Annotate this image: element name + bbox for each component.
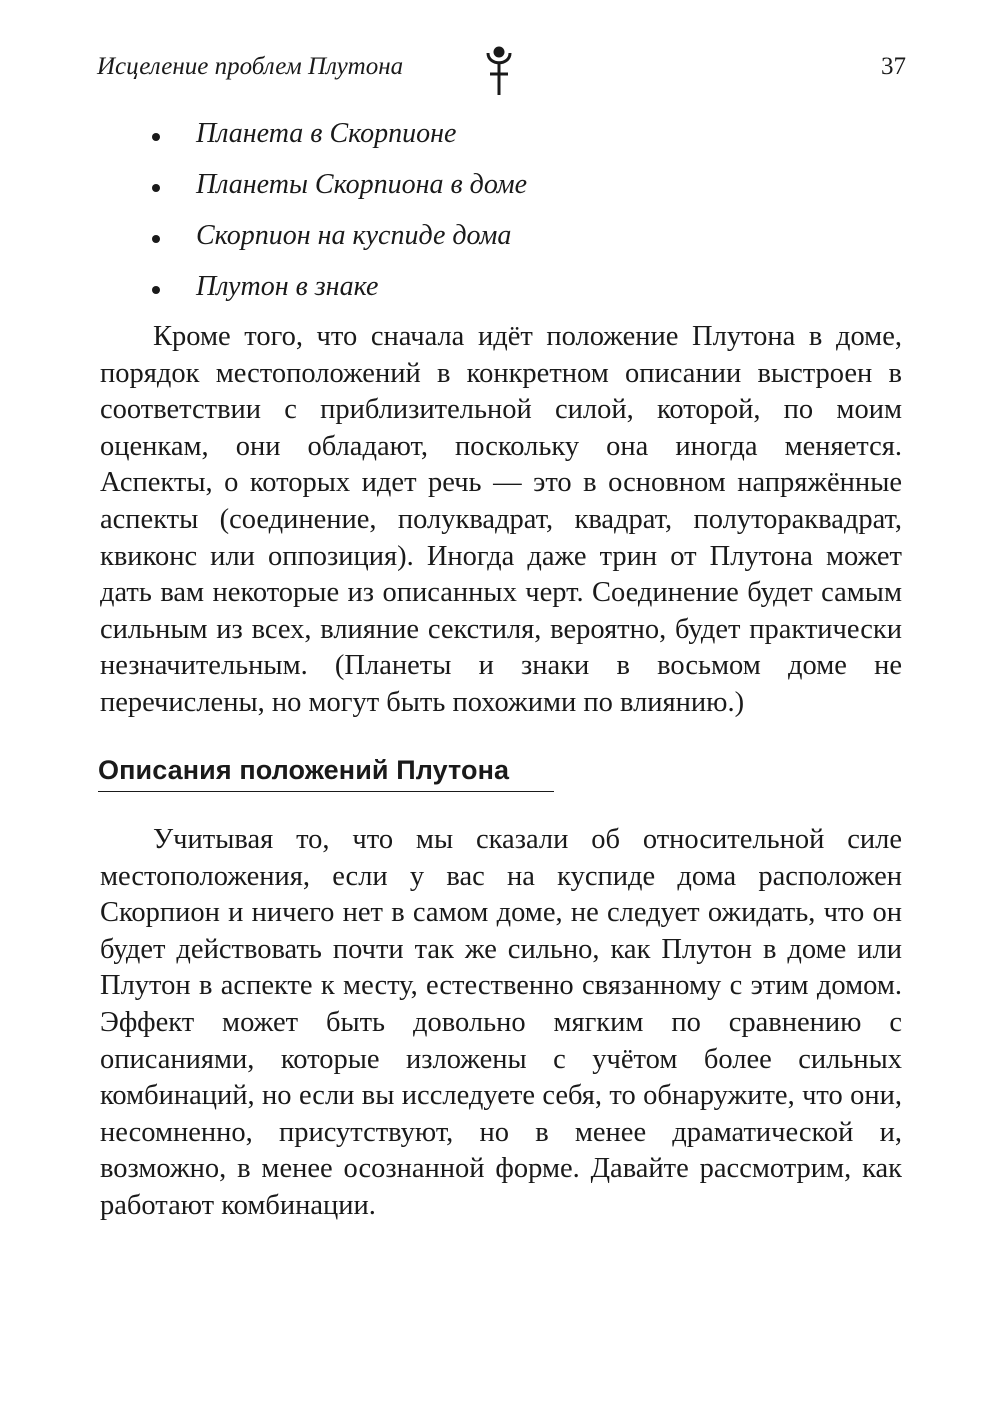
bullet-icon <box>152 184 160 192</box>
section-heading: Описания положений Плутона <box>98 755 510 785</box>
list-item-text: Скорпион на куспиде дома <box>196 220 512 251</box>
page-number: 37 <box>881 53 906 80</box>
list-item-text: Планета в Скорпионе <box>196 118 457 149</box>
list-item <box>100 263 900 314</box>
list-item-text: Плутон в знаке <box>196 271 379 302</box>
placement-list <box>100 110 900 314</box>
running-title: Исцеление проблем Плутона <box>97 53 404 80</box>
list-item <box>100 110 900 161</box>
body-paragraph: Учитывая то, что мы сказали об относительной силе местоположения, если у вас на куспиде дома расположен Скорпион и ничего нет в самом доме, не следует ожидать, что он будет действовать почти так же сильно, как Плутон в доме или Плутон в аспекте к месту, естественно связанному с этим домом. Эффект может быть довольно мягким по сравнению с описаниями, которые изложены с учётом более сильных комбинаций, но если вы исследуете себя, то обнаружите, что они, несомненно, присутствуют, но в менее драматической и, возможно, в менее осознанной форме. Давайте рассмотрим, как работают комбинации. <box>100 824 902 1221</box>
list-item <box>100 161 900 212</box>
bullet-icon <box>152 286 160 294</box>
bullet-icon <box>152 235 160 243</box>
pluto-symbol-icon <box>484 44 514 96</box>
heading-underline <box>98 791 554 792</box>
bullet-icon <box>152 133 160 141</box>
body-paragraph: Кроме того, что сначала идёт положение Плутона в доме, порядок местоположений в конкретном описании выстроен в соответствии с приблизительной силой, которой, по моим оценкам, они обладают, поскольку она иногда меняется. Аспекты, о которых идет речь — это в основном напряжённые аспекты (соединение, полуквадрат, квадрат, полутораквадрат, квиконс или оппозиция). Иногда даже трин от Плутона может дать вам некоторые из описанных черт. Соединение будет самым сильным из всех, влияние секстиля, вероятно, будет практически незначительным. (Планеты и знаки в восьмом доме не перечислены, но могут быть похожими по влиянию.) <box>100 321 902 718</box>
list-item-text: Планеты Скорпиона в доме <box>196 169 528 200</box>
list-item <box>100 212 900 263</box>
